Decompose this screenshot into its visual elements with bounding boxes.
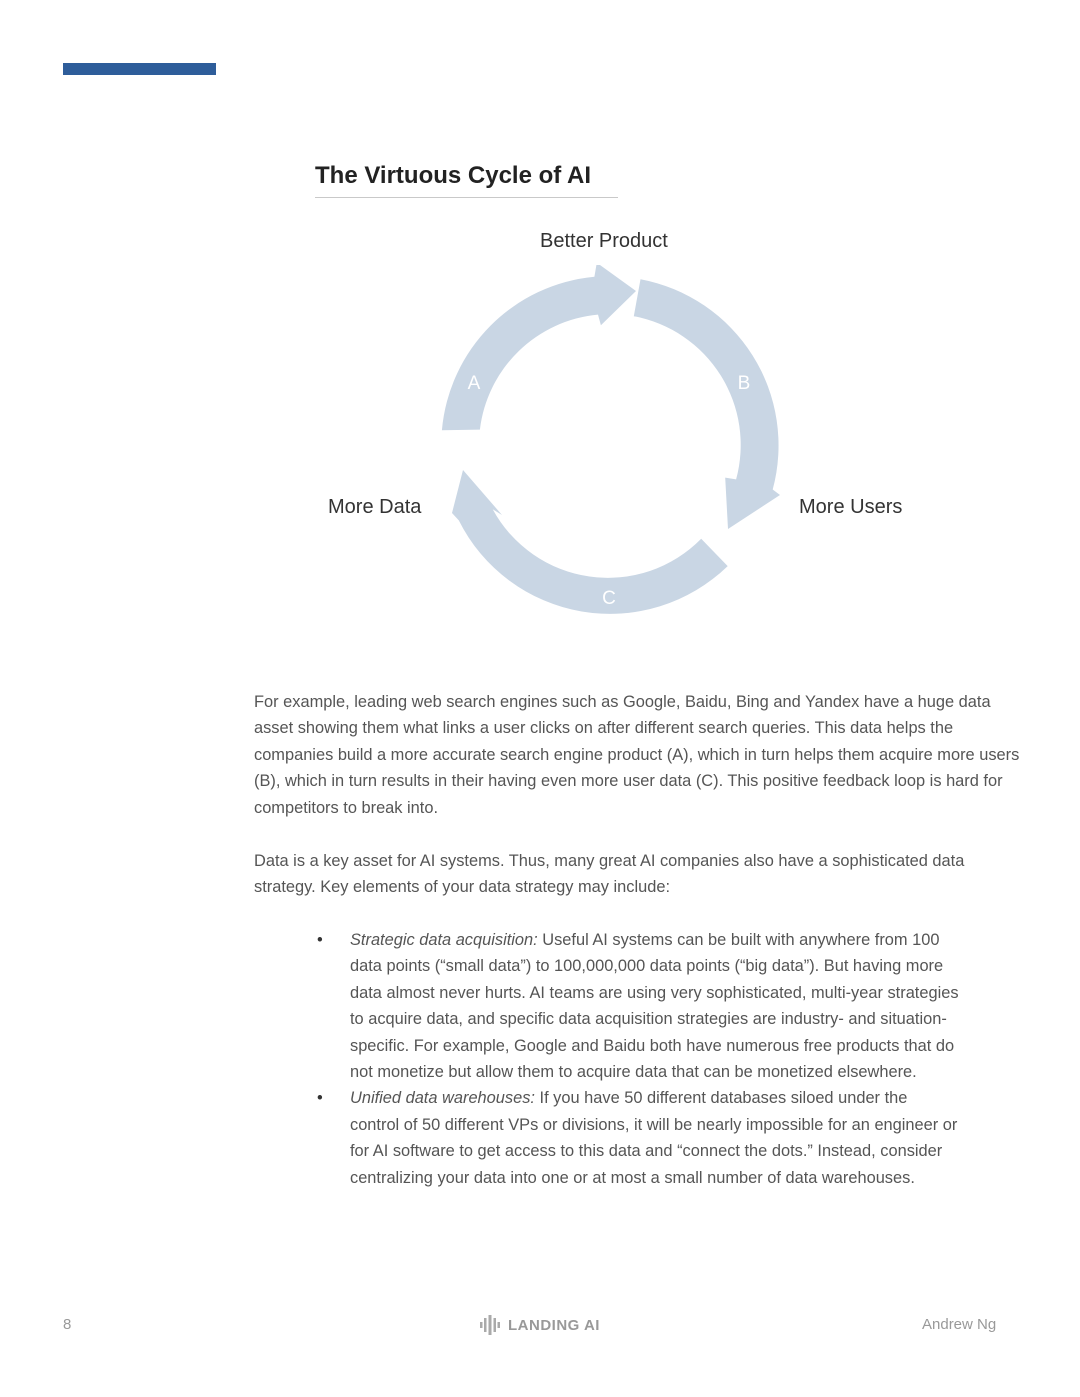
figure-title-underline (315, 197, 618, 198)
header-accent-bar (63, 63, 216, 75)
bullet-text (350, 1085, 960, 1191)
arrow-label-c: C (602, 588, 616, 609)
body-paragraph-2: Data is a key asset for AI systems. Thus, many great AI companies also have a sophisticated data strategy. Key elements of your data strategy may include: (254, 852, 965, 897)
arrow-label-b: B (737, 373, 751, 394)
bullet-glyph: • (317, 1089, 323, 1108)
bullet-description: Useful AI systems can be built with anywhere from 100 data points (“small data”) to 100,000,000 data points (“big data”). But having more data almost never hurts. AI teams are using very sophisticated, multi-year strategies to acquire data, and specific data acquisition strategies are industry- and situation-specific. For example, Google and Baidu both have numerous free products that do not monetize but allow them to acquire data that can be monetized elsewhere. (350, 931, 959, 1082)
page-number: 8 (63, 1316, 72, 1333)
virtuous-cycle-diagram (430, 265, 790, 625)
data-strategy-list (254, 927, 1014, 1191)
landing-ai-logo-icon (478, 1313, 502, 1337)
arrow-label-a: A (467, 373, 481, 394)
bullet-term: Unified data warehouses: (350, 1089, 535, 1108)
node-more-data: More Data (328, 496, 422, 518)
landing-ai-logo (478, 1313, 600, 1337)
node-more-users: More Users (799, 496, 903, 518)
list-item (254, 927, 1014, 1085)
node-better-product: Better Product (540, 230, 668, 252)
logo-text: LANDING AI (508, 1316, 600, 1334)
figure-title: The Virtuous Cycle of AI (315, 162, 592, 189)
list-item (254, 1085, 1014, 1191)
footer-author: Andrew Ng (922, 1316, 997, 1333)
arrow-c (452, 470, 728, 614)
bullet-text (350, 927, 960, 1085)
bullet-term: Strategic data acquisition: (350, 931, 538, 949)
body-paragraph-1: For example, leading web search engines such as Google, Baidu, Bing and Yandex have a huge data asset showing them what links a user clicks on after different search queries. This data helps the companies build a more accurate search engine product (A), which in turn helps them acquire more users (B), which in turn results in their having even more user data (C). This positive feedback loop is hard for competitors to break into. (254, 693, 1020, 817)
bullet-glyph: • (317, 931, 323, 949)
arrow-a (442, 265, 636, 430)
arrow-b (634, 279, 780, 529)
bullet-description: If you have 50 different databases siloed under the control of 50 different VPs or divisions, it will be nearly impossible for an engineer or for AI software to get access to this data and “connect the dots.” Instead, consider centralizing your data into one or at most a small number of data warehouses. (350, 1089, 958, 1187)
